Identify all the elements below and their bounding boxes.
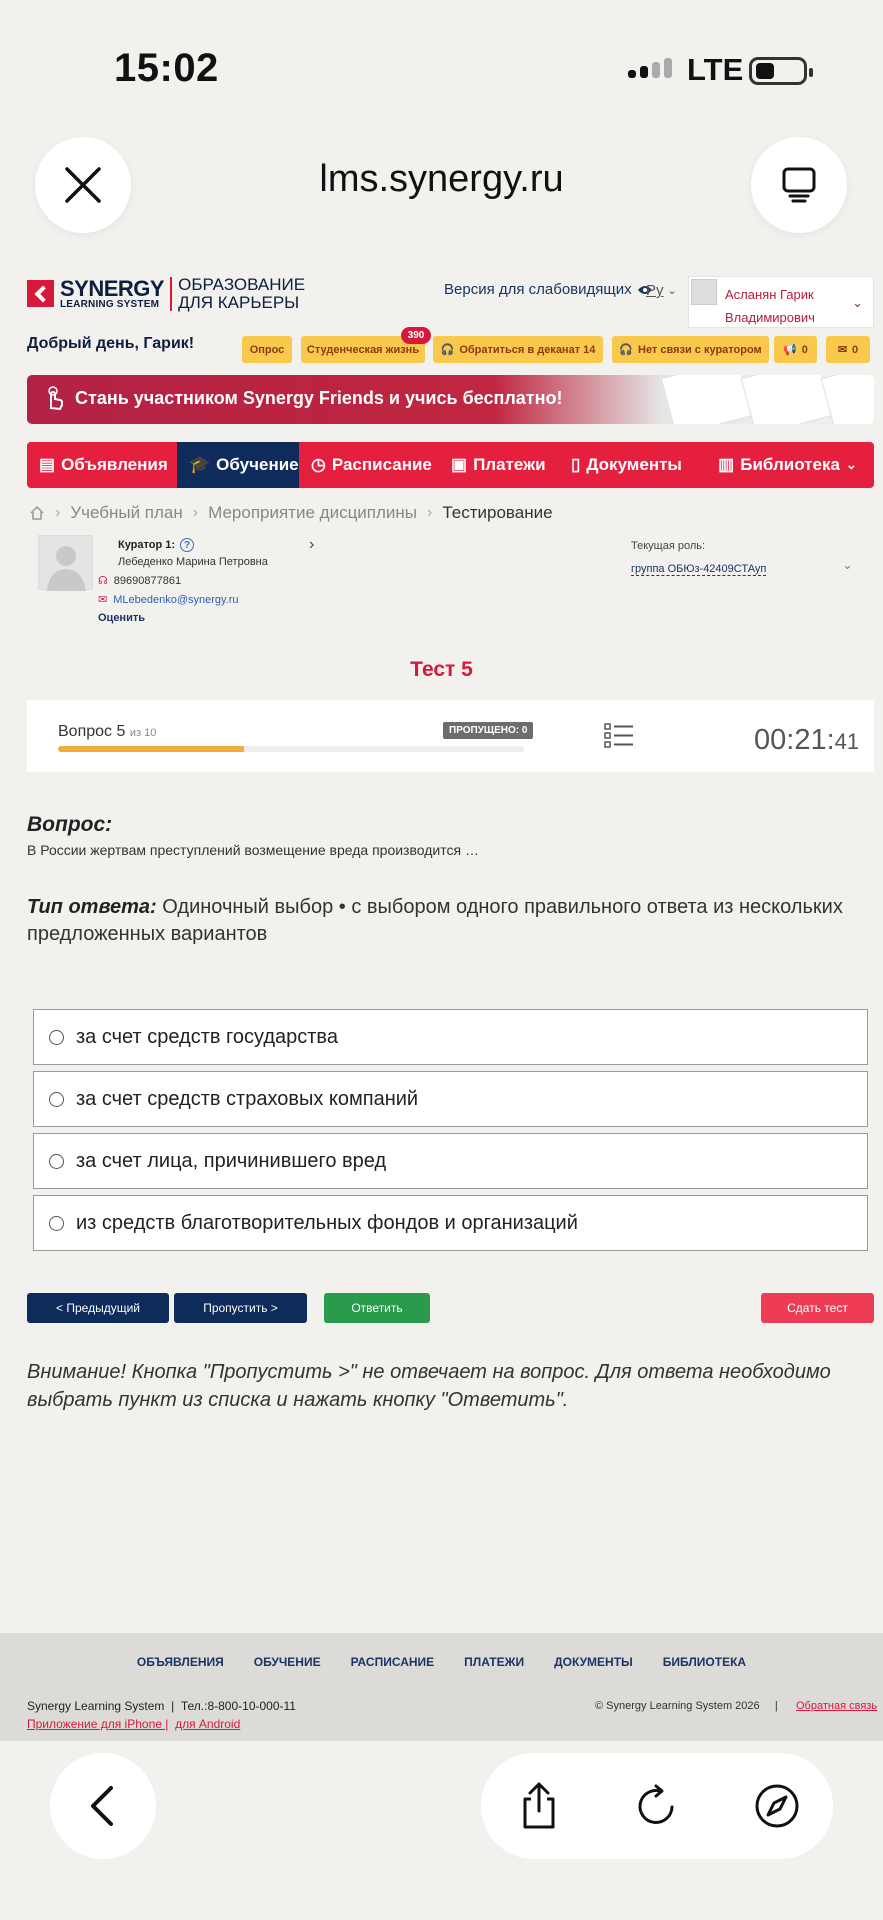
nav-schedule[interactable]: [299, 442, 439, 488]
curator-avatar: [38, 535, 93, 590]
footer-brand: Synergy Learning System: [27, 1699, 165, 1713]
question-heading: Вопрос:: [27, 813, 113, 836]
option-text: из средств благотворительных фондов и организаций: [76, 1211, 578, 1234]
iphone-app-link[interactable]: Приложение для iPhone: [27, 1717, 166, 1731]
network-label: LTE: [687, 52, 744, 87]
nav-payments[interactable]: [439, 442, 559, 488]
address-bar[interactable]: lms.synergy.ru: [319, 158, 564, 200]
messages-count: 0: [852, 343, 859, 356]
chevron-left-icon: [85, 1784, 121, 1828]
logo-mark-icon: [27, 280, 54, 307]
skip-button[interactable]: Пропустить >: [174, 1293, 307, 1323]
synergy-logo[interactable]: [27, 276, 305, 312]
nav-library[interactable]: [701, 442, 874, 488]
role-label: Текущая роль:: [631, 540, 706, 552]
battery-icon: [749, 57, 807, 85]
answer-type-text: Одиночный выбор • с выбором одного правильного ответа из нескольких предложенных вариантов: [27, 896, 843, 945]
footer-link-schedule[interactable]: РАСПИСАНИЕ: [350, 1655, 435, 1669]
user-menu[interactable]: [688, 276, 874, 328]
chevron-down-icon: ⌄: [852, 295, 863, 310]
logo-sub: LEARNING SYSTEM: [60, 298, 160, 310]
user-name-2: Владимирович: [725, 310, 815, 325]
survey-button[interactable]: [242, 336, 292, 363]
language-label: Ру: [646, 282, 664, 299]
curator-email-value: MLebedenko@synergy.ru: [113, 593, 239, 606]
nav-label: Платежи: [473, 455, 546, 474]
mail-icon: ✉: [98, 594, 108, 606]
survey-label: Опрос: [249, 343, 285, 356]
rate-curator-link[interactable]: Оценить: [98, 612, 145, 624]
skipped-badge: ПРОПУЩЕНО: 0: [443, 722, 533, 739]
finish-test-button[interactable]: Сдать тест: [761, 1293, 874, 1323]
answer-type: [27, 894, 857, 948]
graduation-cap-icon: 🎓: [189, 455, 211, 474]
dean-label: Обратиться в деканат 14: [459, 343, 596, 356]
progress-fill: [58, 746, 244, 752]
question-total: из 10: [129, 727, 157, 739]
crumb-event[interactable]: Мероприятие дисциплины: [208, 503, 418, 522]
question-progress-bar: [27, 700, 874, 772]
radio-button[interactable]: [49, 1216, 64, 1231]
breadcrumb: › Учебный план › Мероприятие дисциплины › Тестирование: [29, 503, 553, 523]
footer-apps: Приложение для iPhone | для Android: [27, 1717, 241, 1731]
notification-badge: 390: [401, 327, 431, 344]
clock-icon: ◷: [311, 455, 326, 474]
user-name-1: Асланян Гарик: [725, 287, 814, 302]
test-title: Тест 5: [410, 658, 473, 681]
footer-link-announcements[interactable]: ОБЪЯВЛЕНИЯ: [136, 1655, 224, 1669]
curator-phone: [98, 574, 181, 587]
curator-name: Лебеденко Марина Петровна: [118, 556, 268, 568]
dean-button[interactable]: [433, 336, 603, 363]
reload-button[interactable]: [629, 1778, 685, 1834]
answer-option[interactable]: [33, 1009, 868, 1065]
banner-text: Стань участником Synergy Friends и учись бесплатно!: [75, 388, 563, 408]
announcements-button[interactable]: [774, 336, 817, 363]
answer-type-heading: Тип ответа:: [27, 896, 157, 918]
share-button[interactable]: [511, 1778, 567, 1834]
no-curator-button[interactable]: [612, 336, 769, 363]
chevron-down-icon: ⌄: [845, 457, 857, 472]
logo-name: SYNERGY: [60, 275, 165, 301]
footer-info: Synergy Learning System | Тел.:8-800-10-000-11: [27, 1699, 296, 1713]
curator-phone-value: 89690877861: [113, 574, 182, 587]
headset-icon: 🎧: [619, 344, 633, 356]
footer-links: [0, 1655, 883, 1669]
nav-label: Объявления: [61, 455, 168, 474]
chevron-right-icon[interactable]: ›: [309, 536, 315, 553]
footer-link-payments[interactable]: ПЛАТЕЖИ: [464, 1655, 525, 1669]
avatar: [691, 279, 717, 305]
timer: [754, 724, 859, 757]
back-button[interactable]: [50, 1753, 156, 1859]
book-icon: ▥: [718, 455, 735, 474]
radio-button[interactable]: [49, 1030, 64, 1045]
hand-pointer-icon: [44, 386, 64, 410]
footer-link-learning[interactable]: ОБУЧЕНИЕ: [253, 1655, 321, 1669]
previous-button[interactable]: < Предыдущий: [27, 1293, 169, 1323]
nav-label: Расписание: [331, 455, 432, 474]
announcements-count: 0: [801, 343, 808, 356]
accessibility-link[interactable]: [444, 281, 653, 298]
timer-seconds: 41: [834, 729, 860, 754]
share-icon: [517, 1781, 561, 1831]
headset-icon: ☊: [98, 575, 108, 587]
role-select[interactable]: группа ОБЮз-42409СТАуп: [631, 563, 767, 575]
android-app-link[interactable]: для Android: [175, 1717, 241, 1731]
logo-tagline-1: ОБРАЗОВАНИЕ: [178, 275, 306, 294]
nav-label: Обучение: [216, 455, 299, 474]
option-text: за счет средств государства: [76, 1025, 338, 1048]
megaphone-icon: 📢: [783, 344, 797, 356]
chevron-down-icon: ⌄: [667, 285, 677, 297]
radio-button[interactable]: [49, 1092, 64, 1107]
radio-button[interactable]: [49, 1154, 64, 1169]
list-icon: ▤: [39, 455, 56, 474]
nav-label: Библиотека: [740, 455, 840, 474]
promo-banner[interactable]: [27, 375, 874, 424]
answer-options: [33, 1009, 868, 1257]
greeting: Добрый день, Гарик!: [27, 335, 195, 352]
browser-toolbar: [481, 1753, 833, 1859]
question-number: Вопрос 5: [58, 723, 126, 740]
question-list-icon[interactable]: [604, 722, 634, 750]
home-icon[interactable]: [29, 505, 45, 521]
crumb-plan[interactable]: Учебный план: [70, 503, 183, 522]
no-curator-label: Нет связи с куратором: [638, 343, 762, 356]
option-text: за счет средств страховых компаний: [76, 1087, 419, 1110]
tabs-icon: [779, 165, 819, 205]
tabs-button[interactable]: [751, 137, 847, 233]
close-button[interactable]: [35, 137, 131, 233]
signal-icon: [628, 58, 672, 78]
logo-tagline-2: ДЛЯ КАРЬЕРЫ: [178, 292, 300, 312]
messages-button[interactable]: [826, 336, 870, 363]
answer-button[interactable]: Ответить: [324, 1293, 430, 1323]
copyright-text: © Synergy Learning System 2026: [595, 1700, 760, 1712]
progress-bar: [58, 746, 524, 752]
nav-label: Документы: [586, 455, 682, 474]
language-select[interactable]: [646, 282, 677, 299]
compass-icon: [753, 1782, 801, 1830]
mail-icon: ✉: [837, 344, 848, 356]
headset-icon: 🎧: [440, 344, 455, 356]
compass-button[interactable]: [749, 1778, 805, 1834]
wallet-icon: ▣: [451, 455, 468, 474]
answer-option[interactable]: [33, 1071, 868, 1127]
answer-option[interactable]: [33, 1195, 868, 1251]
reload-icon: [634, 1783, 680, 1829]
curator-title-label: Куратор 1:: [118, 539, 176, 551]
footer: [0, 1633, 883, 1741]
accessibility-label: Версия для слабовидящих: [444, 281, 632, 298]
footer-link-library[interactable]: БИБЛИОТЕКА: [662, 1655, 747, 1669]
question-text: В России жертвам преступлений возмещение вреда производится …: [27, 842, 479, 858]
answer-option[interactable]: [33, 1133, 868, 1189]
main-nav: [27, 442, 874, 488]
curator-title: [118, 538, 194, 552]
document-icon: ▯: [571, 455, 581, 474]
help-icon[interactable]: ?: [180, 538, 194, 552]
nav-announcements[interactable]: [27, 442, 177, 488]
footer-phone: Тел.:8-800-10-000-11: [180, 1699, 296, 1713]
nav-documents[interactable]: [559, 442, 701, 488]
close-icon: [63, 165, 103, 205]
nav-learning[interactable]: [177, 442, 299, 488]
curator-email[interactable]: [98, 593, 239, 606]
question-counter: [58, 723, 156, 741]
chevron-down-icon[interactable]: ⌄: [842, 557, 853, 572]
footer-copyright: © Synergy Learning System 2026 |: [595, 1700, 778, 1712]
warning-text: Внимание! Кнопка "Пропустить >" не отвечает на вопрос. Для ответа необходимо выбрать пункт из списка и нажать кнопку "Ответить".: [27, 1361, 831, 1411]
crumb-current: Тестирование: [442, 503, 553, 522]
footer-link-documents[interactable]: ДОКУМЕНТЫ: [554, 1655, 633, 1669]
student-life-label: Студенческая жизнь: [306, 343, 420, 356]
option-text: за счет лица, причинившего вред: [76, 1149, 387, 1172]
status-time: 15:02: [114, 46, 219, 90]
feedback-link[interactable]: Обратная связь: [796, 1700, 878, 1712]
timer-main: 00:21:: [754, 724, 835, 756]
